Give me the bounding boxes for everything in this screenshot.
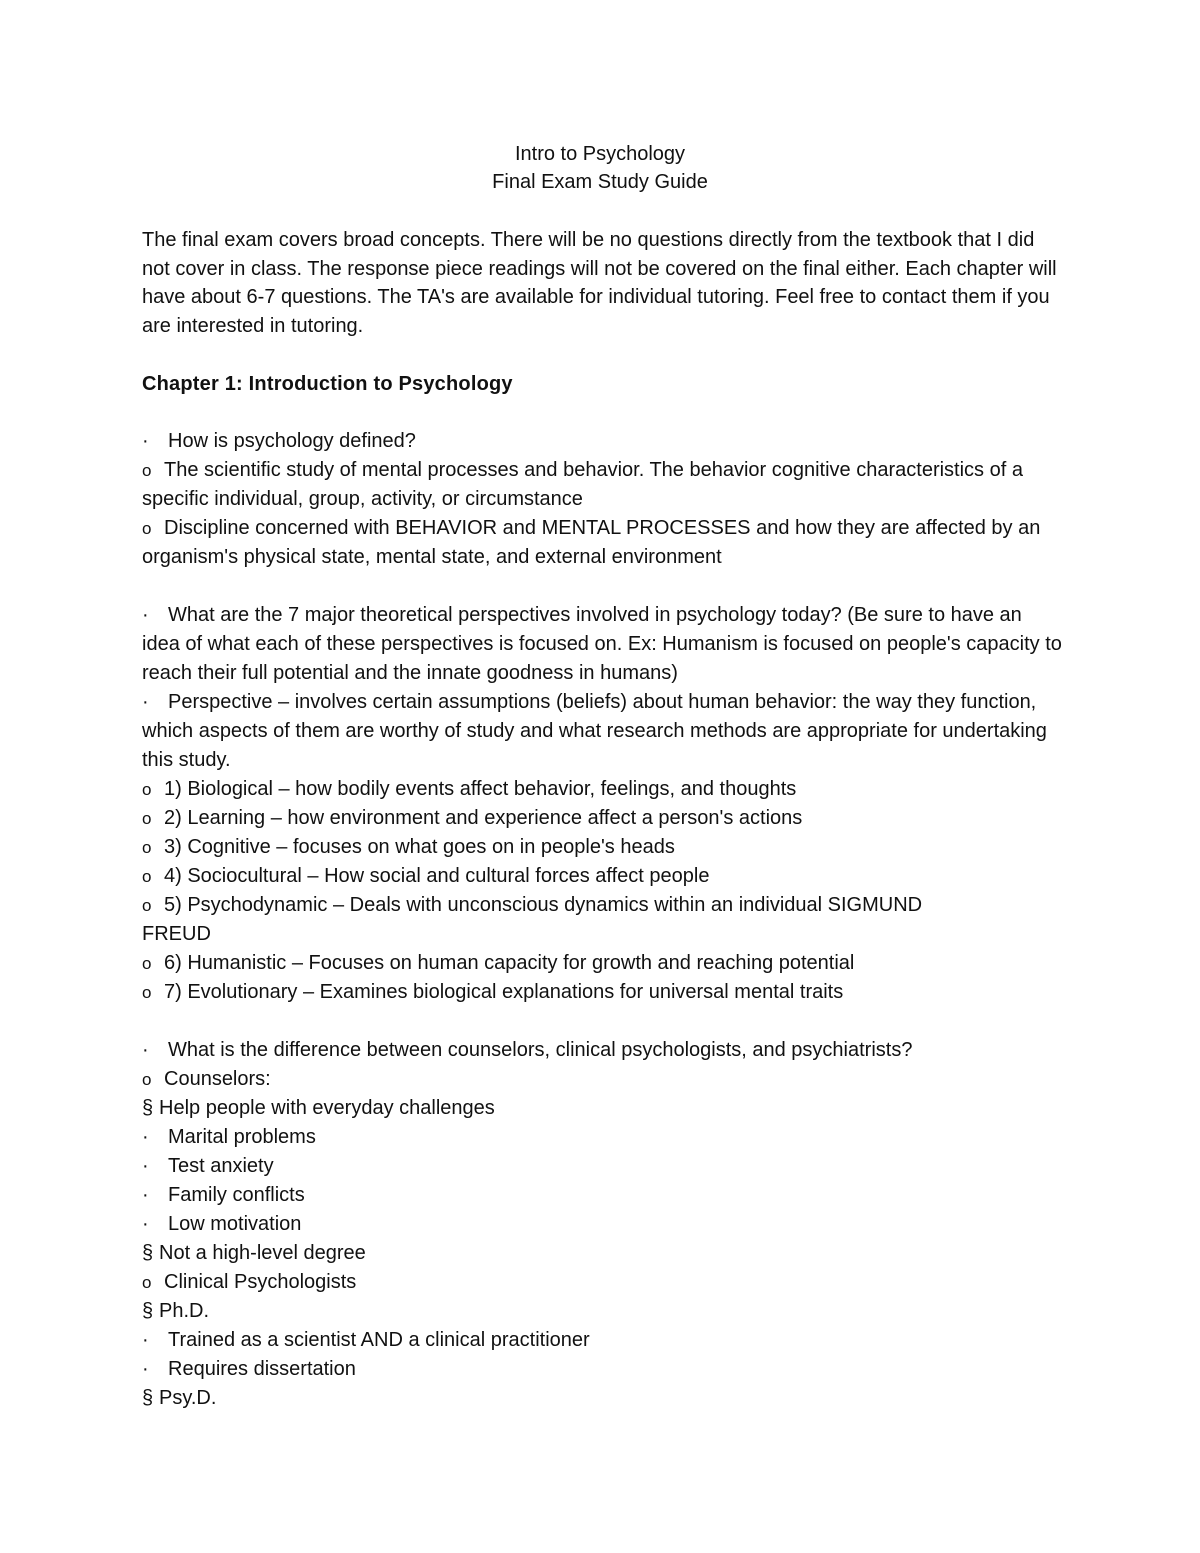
example-item bbox=[142, 1181, 1062, 1210]
dot-bullet-icon: · bbox=[142, 1184, 149, 1206]
answer-item bbox=[142, 456, 1062, 514]
answer-item bbox=[142, 1065, 1062, 1094]
circle-bullet-icon: o bbox=[142, 954, 152, 973]
example-item bbox=[142, 1123, 1062, 1152]
definition-text: Perspective – involves certain assumptions (beliefs) about human behavior: the way they function, which aspects of them are worthy of study and what research methods are appropriate for undertaking this study. bbox=[142, 691, 1047, 771]
dot-bullet-icon: · bbox=[142, 1039, 149, 1061]
dot-bullet-icon: · bbox=[142, 430, 149, 452]
perspective-text: 2) Learning – how environment and experience affect a person's actions bbox=[164, 807, 803, 829]
circle-bullet-icon: o bbox=[142, 1070, 152, 1089]
example-text: Test anxiety bbox=[168, 1155, 274, 1177]
document-subtitle: Final Exam Study Guide bbox=[492, 171, 708, 193]
sub-item-text: Ph.D. bbox=[159, 1300, 210, 1322]
perspective-text: 5) Psychodynamic – Deals with unconscious dynamics within an individual SIGMUND FREUD bbox=[142, 894, 923, 945]
sub-item-text: Help people with everyday challenges bbox=[159, 1097, 495, 1119]
section-bullet-icon: § bbox=[142, 1097, 154, 1119]
spacer bbox=[142, 572, 1062, 601]
question-item bbox=[142, 427, 1062, 456]
answer-text: Counselors: bbox=[164, 1068, 271, 1090]
answer-text: Clinical Psychologists bbox=[164, 1271, 357, 1293]
section-bullet-icon: § bbox=[142, 1387, 154, 1409]
answer-item bbox=[142, 514, 1062, 572]
document-body bbox=[142, 140, 1062, 1413]
sub-item-text: Not a high-level degree bbox=[159, 1242, 366, 1264]
perspective-text: 4) Sociocultural – How social and cultural forces affect people bbox=[164, 865, 710, 887]
example-item bbox=[142, 1326, 1062, 1355]
circle-bullet-icon: o bbox=[142, 780, 152, 799]
perspective-item bbox=[142, 862, 1062, 891]
example-text: Marital problems bbox=[168, 1126, 316, 1148]
dot-bullet-icon: · bbox=[142, 691, 149, 713]
circle-bullet-icon: o bbox=[142, 519, 152, 538]
example-item bbox=[142, 1152, 1062, 1181]
answer-text: The scientific study of mental processes and behavior. The behavior cognitive characteristics of a specific individual, group, activity, or circumstance bbox=[142, 459, 1023, 510]
perspective-text: 6) Humanistic – Focuses on human capacity for growth and reaching potential bbox=[164, 952, 855, 974]
question-text: What is the difference between counselors, clinical psychologists, and psychiatrists? bbox=[168, 1039, 913, 1061]
dot-bullet-icon: · bbox=[142, 1213, 149, 1235]
question-text: What are the 7 major theoretical perspectives involved in psychology today? (Be sure to have an idea of what each of these perspectives is focused on. Ex: Humanism is focused on people's capacity to reach their full potential and the innate goodness in humans) bbox=[142, 604, 1062, 684]
section-bullet-icon: § bbox=[142, 1300, 154, 1322]
section-bullet-icon: § bbox=[142, 1242, 154, 1264]
circle-bullet-icon: o bbox=[142, 461, 152, 480]
dot-bullet-icon: · bbox=[142, 604, 149, 626]
answer-item bbox=[142, 1268, 1062, 1297]
perspective-item bbox=[142, 775, 1062, 804]
example-text: Requires dissertation bbox=[168, 1358, 356, 1380]
question-item bbox=[142, 601, 1062, 688]
perspective-item bbox=[142, 833, 1062, 862]
example-text: Trained as a scientist AND a clinical practitioner bbox=[168, 1329, 590, 1351]
perspective-item bbox=[142, 949, 1062, 978]
dot-bullet-icon: · bbox=[142, 1126, 149, 1148]
document-title: Intro to Psychology bbox=[514, 143, 686, 165]
sub-item bbox=[142, 1384, 1062, 1413]
perspective-text: 1) Biological – how bodily events affect behavior, feelings, and thoughts bbox=[164, 778, 797, 800]
question-item bbox=[142, 1036, 1062, 1065]
circle-bullet-icon: o bbox=[142, 983, 152, 1002]
spacer bbox=[142, 1007, 1062, 1036]
sub-item bbox=[142, 1239, 1062, 1268]
perspective-text: 3) Cognitive – focuses on what goes on in people's heads bbox=[164, 836, 675, 858]
example-item bbox=[142, 1210, 1062, 1239]
example-text: Family conflicts bbox=[168, 1184, 305, 1206]
sub-item-text: Psy.D. bbox=[159, 1387, 217, 1409]
circle-bullet-icon: o bbox=[142, 838, 152, 857]
circle-bullet-icon: o bbox=[142, 809, 152, 828]
perspective-item bbox=[142, 804, 1062, 833]
dot-bullet-icon: · bbox=[142, 1329, 149, 1351]
sub-item bbox=[142, 1094, 1062, 1123]
circle-bullet-icon: o bbox=[142, 896, 152, 915]
circle-bullet-icon: o bbox=[142, 1273, 152, 1292]
intro-paragraph: The final exam covers broad concepts. There will be no questions directly from the textbook that I did not cover in class. The response piece readings will not be covered on the final either. Each chapter will have about 6-7 questions. The TA's are available for individual tutoring. Feel free to contact them if you are interested in tutoring. bbox=[142, 229, 1057, 337]
circle-bullet-icon: o bbox=[142, 867, 152, 886]
answer-text: Discipline concerned with BEHAVIOR and MENTAL PROCESSES and how they are affected by an organism's physical state, mental state, and external environment bbox=[142, 517, 1041, 568]
dot-bullet-icon: · bbox=[142, 1358, 149, 1380]
title-block bbox=[0, 140, 1200, 196]
definition-item bbox=[142, 688, 1062, 775]
example-item bbox=[142, 1355, 1062, 1384]
perspective-item bbox=[142, 978, 1062, 1007]
dot-bullet-icon: · bbox=[142, 1155, 149, 1177]
chapter-heading: Chapter 1: Introduction to Psychology bbox=[142, 373, 513, 395]
example-text: Low motivation bbox=[168, 1213, 302, 1235]
question-text: How is psychology defined? bbox=[168, 430, 416, 452]
perspective-item bbox=[142, 891, 992, 949]
perspective-text: 7) Evolutionary – Examines biological explanations for universal mental traits bbox=[164, 981, 844, 1003]
sub-item bbox=[142, 1297, 1062, 1326]
